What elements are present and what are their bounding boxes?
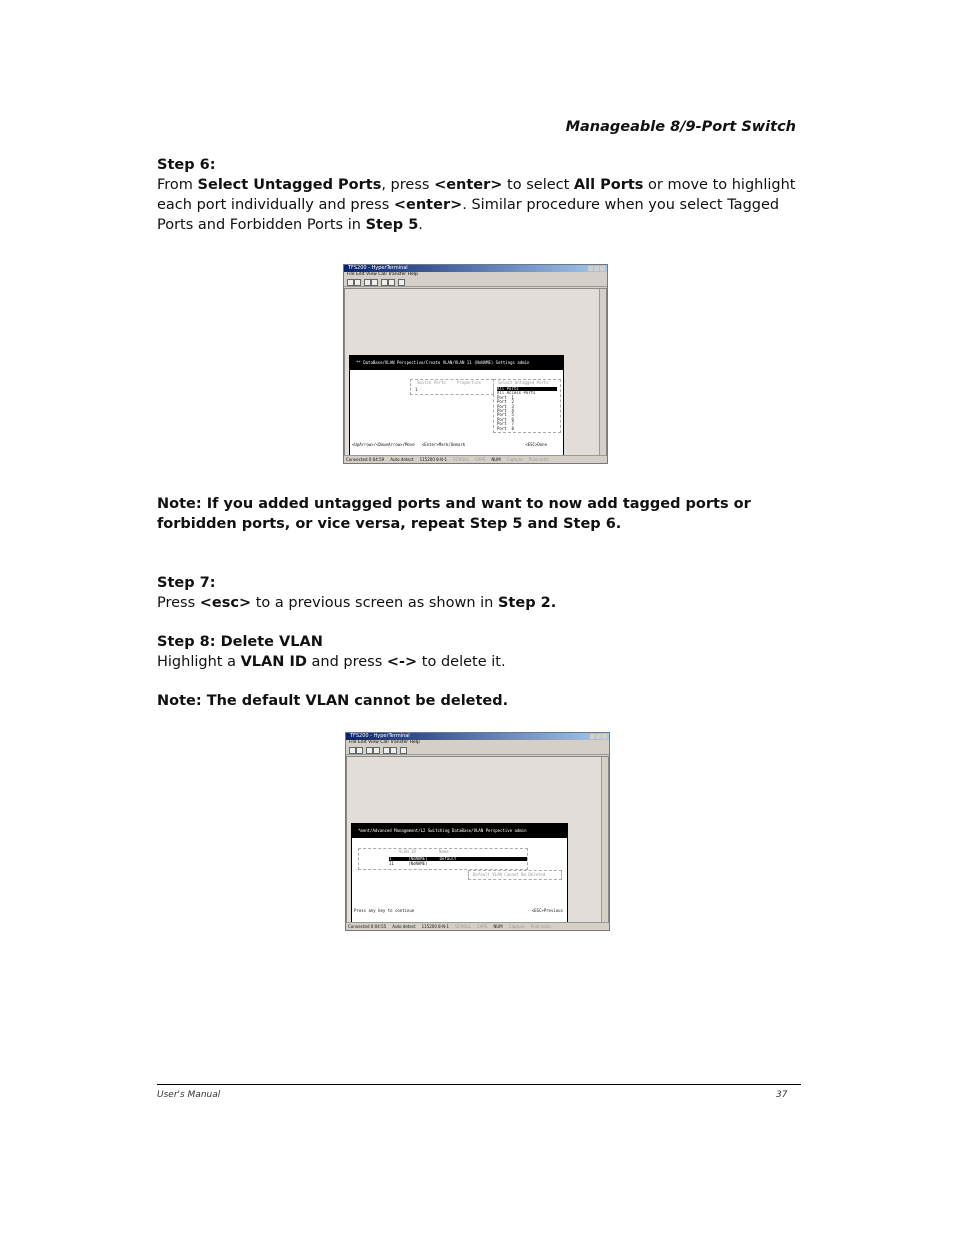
step8-text-3: to delete it. — [417, 654, 506, 670]
step7-bold-1: <esc> — [199, 595, 252, 611]
step8-heading: Step 8: Delete VLAN — [157, 634, 323, 650]
switch-ports-box — [410, 379, 494, 395]
step6-body — [157, 175, 797, 235]
connect-icon — [364, 279, 371, 286]
open-icon — [356, 747, 363, 754]
status-caps: CAPS — [474, 457, 486, 462]
screenshot-select-untagged-ports — [343, 264, 608, 464]
status-print-echo: Print echo — [528, 457, 549, 462]
col-select-untagged: Select Untagged Ports — [498, 380, 549, 385]
status-baud: 115200 8-N-1 — [421, 924, 450, 929]
vertical-scrollbar — [599, 289, 606, 455]
terminal-footer-right: <ESC>Done — [525, 441, 547, 447]
col-switch-ports: Switch Ports — [417, 380, 446, 385]
minimize-icon — [590, 734, 595, 739]
switch-port-value: 1 — [415, 387, 418, 392]
step6-bold-5: Step 5 — [365, 217, 419, 233]
window-titlebar — [344, 265, 607, 272]
page-number: 37 — [776, 1090, 788, 1100]
footer-rule — [157, 1084, 801, 1085]
status-detect: Auto detect — [392, 924, 416, 929]
status-num: NUM — [493, 924, 503, 929]
note-untagged-tagged: Note: If you added untagged ports and want to now add tagged ports or forbidden ports, or vice versa, repeat Step 5 and Step 6. — [157, 496, 751, 532]
step7-bold-2: Step 2. — [497, 595, 557, 611]
step7-heading: Step 7: — [157, 575, 216, 591]
step8-text-2: and press — [306, 654, 387, 670]
col-vlan-id: VLAN ID — [399, 849, 416, 854]
step6-bold-4: <enter> — [393, 197, 463, 213]
step7-body — [157, 593, 797, 613]
vlan-table-box — [358, 848, 528, 870]
close-icon — [600, 266, 605, 271]
new-icon — [347, 279, 354, 286]
terminal-footer-left: Press any key to continue — [354, 907, 415, 913]
terminal-area — [346, 756, 609, 923]
step6-bold-2: <enter> — [434, 177, 503, 193]
page-header-title: Manageable 8/9-Port Switch — [565, 119, 796, 135]
terminal-title: *ment/Advanced Management/L2 Switching DataBase/VLAN Perspective admin — [352, 824, 567, 838]
terminal-footer-right: <ESC>Previous — [531, 907, 563, 913]
terminal-screen — [349, 355, 564, 458]
footer-manual-label: User's Manual — [157, 1090, 221, 1100]
vlan-row[interactable]: 11 (NoNAME) — [389, 860, 428, 866]
port-item[interactable]: Port 6 — [497, 416, 514, 422]
status-print-echo: Print echo — [530, 924, 551, 929]
window-title: TFS200 - HyperTerminal — [348, 265, 408, 271]
terminal-area — [344, 288, 607, 456]
new-icon — [349, 747, 356, 754]
maximize-icon — [594, 266, 599, 271]
port-item[interactable]: Port 2 — [497, 399, 514, 405]
step6-bold-3: All Ports — [573, 177, 644, 193]
receive-icon — [390, 747, 397, 754]
port-item[interactable]: Port 3 — [497, 403, 514, 409]
status-baud: 115200 8-N-1 — [419, 457, 448, 462]
port-item[interactable]: Port 1 — [497, 394, 514, 400]
status-caps: CAPS — [476, 924, 488, 929]
send-icon — [383, 747, 390, 754]
terminal-footer-left: <UpArrow>/<DownArrow>/Move <Enter>Mark/Unmark — [352, 441, 466, 447]
screenshot-delete-vlan — [345, 732, 610, 931]
port-item[interactable]: All Ports — [497, 387, 557, 391]
properties-icon — [400, 747, 407, 754]
status-connected: Connected 0:04:55 — [348, 924, 387, 929]
note-default-vlan: Note: The default VLAN cannot be deleted. — [157, 693, 509, 709]
status-capture: Capture — [506, 457, 523, 462]
port-item[interactable]: Port 5 — [497, 412, 514, 418]
step7-text-1: Press — [157, 595, 200, 611]
vertical-scrollbar — [601, 757, 608, 922]
step6-text-6: . — [418, 217, 423, 233]
step7-section — [157, 573, 797, 613]
step6-text-3: to select — [502, 177, 574, 193]
step6-text-4: or move to highlight each port individually and press — [157, 177, 796, 213]
port-item[interactable]: All Access Ports — [497, 390, 536, 396]
step8-bold-1: VLAN ID — [240, 654, 307, 670]
close-icon — [602, 734, 607, 739]
step6-text-5: . Similar procedure when you select Tagged Ports and Forbidden Ports in — [157, 197, 780, 233]
window-title: TFS200 - HyperTerminal — [350, 733, 410, 739]
send-icon — [381, 279, 388, 286]
terminal-title: ** DataBase/VLAN Perspective/Create VLAN/VLAN 11 (NoNAME) Settings admin — [350, 356, 563, 370]
toolbar — [346, 746, 609, 755]
delete-error-message: Default VLAN Cannot Be Deleted — [473, 872, 546, 877]
menu-bar: File Edit View Call Transfer Help — [347, 272, 418, 277]
disconnect-icon — [373, 747, 380, 754]
step6-text-1: From — [157, 177, 198, 193]
col-name: Name — [439, 849, 449, 854]
status-bar — [344, 455, 607, 463]
status-capture: Capture — [508, 924, 525, 929]
connect-icon — [366, 747, 373, 754]
port-item[interactable]: Port 7 — [497, 421, 514, 427]
terminal-screen — [351, 823, 568, 924]
step6-section — [157, 155, 797, 235]
port-item[interactable]: Port 8 — [497, 425, 514, 431]
status-bar — [346, 922, 609, 930]
toolbar — [344, 278, 607, 287]
status-connected: Connected 0:04:59 — [346, 457, 385, 462]
status-scroll: SCROLL — [453, 457, 469, 462]
open-icon — [354, 279, 361, 286]
disconnect-icon — [371, 279, 378, 286]
step8-bold-2: <-> — [386, 654, 418, 670]
step6-heading: Step 6: — [157, 157, 216, 173]
status-scroll: SCROLL — [455, 924, 471, 929]
step7-text-2: to a previous screen as shown in — [251, 595, 498, 611]
step6-bold-1: Select Untagged Ports — [197, 177, 382, 193]
step8-section — [157, 632, 797, 672]
untagged-ports-box — [493, 379, 561, 433]
menu-bar: File Edit View Call Transfer Help — [349, 740, 420, 745]
minimize-icon — [588, 266, 593, 271]
status-detect: Auto detect — [390, 457, 414, 462]
step6-text-2: , press — [381, 177, 435, 193]
port-list — [497, 387, 557, 431]
step8-text-1: Highlight a — [157, 654, 241, 670]
status-num: NUM — [491, 457, 501, 462]
col-properties: Properties — [457, 380, 482, 385]
maximize-icon — [596, 734, 601, 739]
vlan-row-selected[interactable]: 1 (NoNAME) Default — [389, 857, 527, 861]
receive-icon — [388, 279, 395, 286]
step8-body — [157, 652, 797, 672]
window-titlebar — [346, 733, 609, 740]
properties-icon — [398, 279, 405, 286]
message-box — [468, 870, 562, 880]
port-item[interactable]: Port 4 — [497, 408, 514, 414]
